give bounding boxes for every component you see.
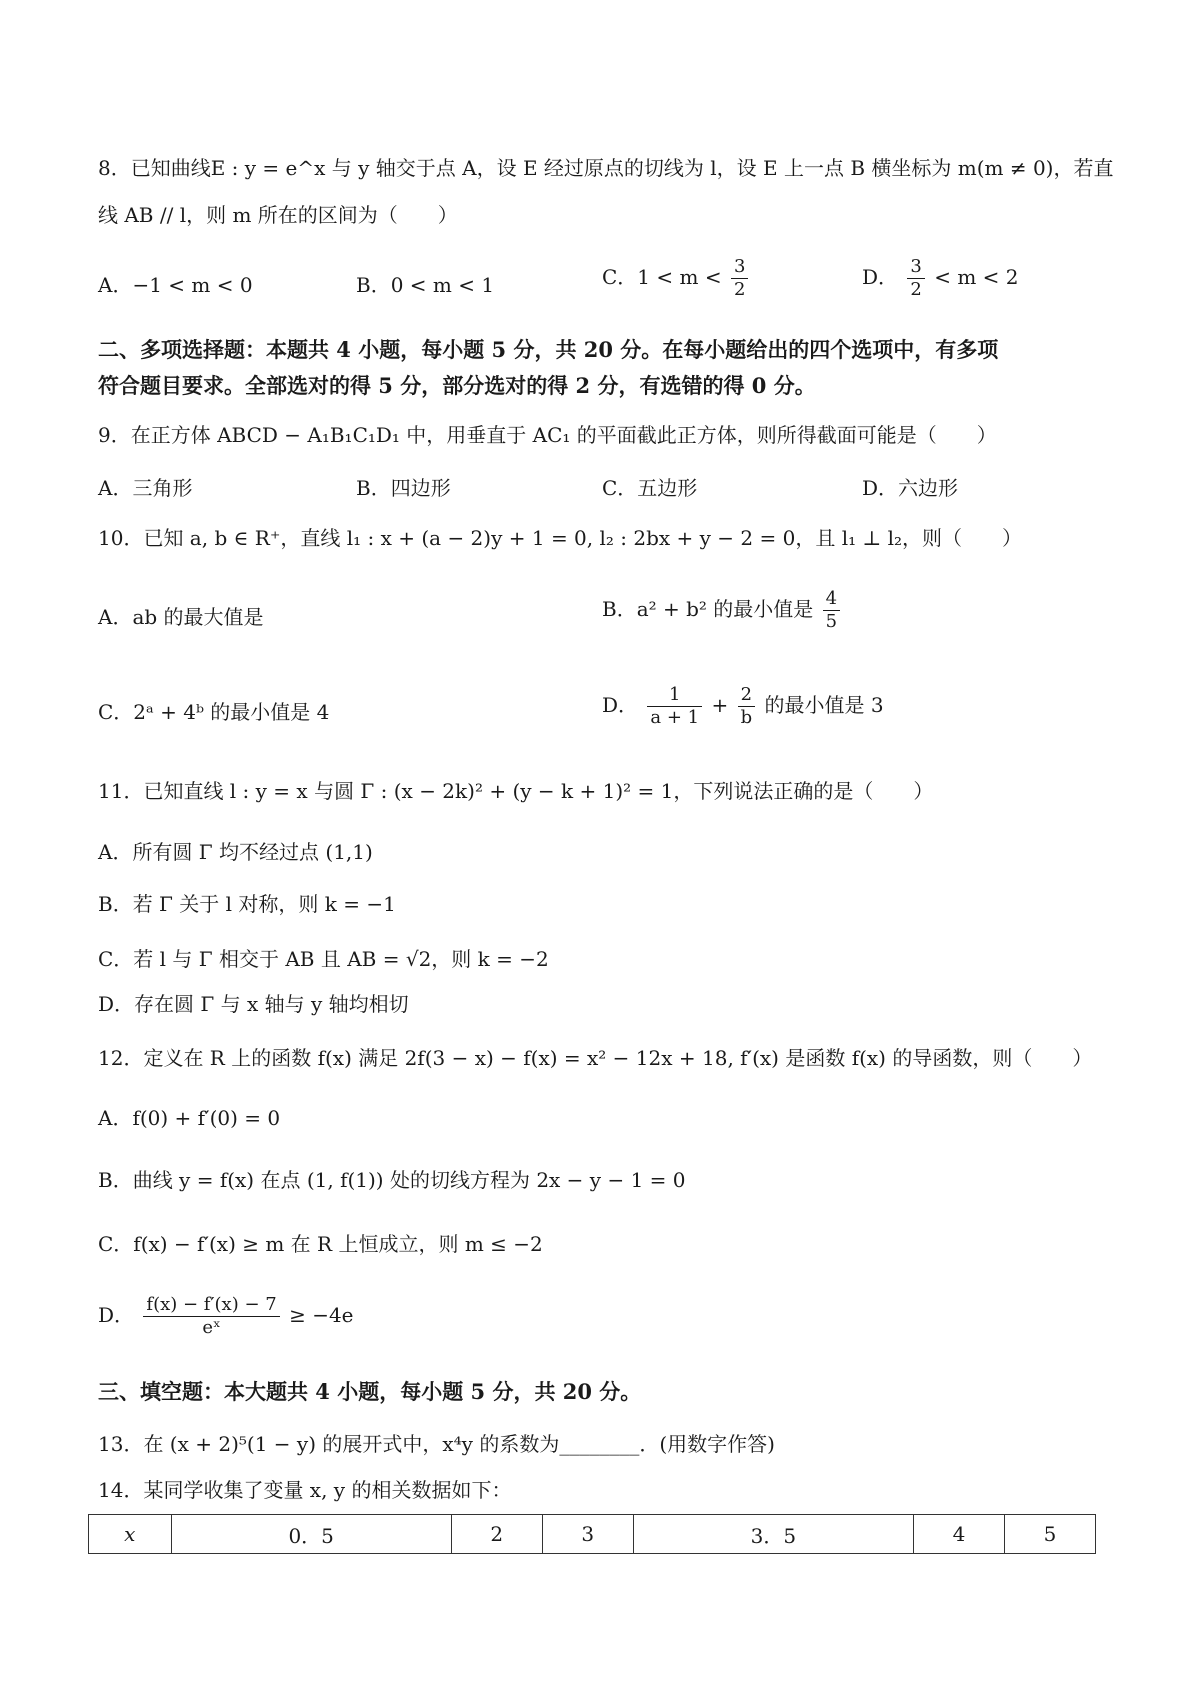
q12-option-d-suffix: ≥ −4e [289, 1303, 354, 1327]
table-cell: 5 [1004, 1515, 1095, 1554]
table-row [89, 1515, 1096, 1554]
table-cell: 4 [913, 1515, 1004, 1554]
fraction-numerator: 1 [647, 684, 702, 707]
q9-option-a: A．三角形 [98, 476, 193, 500]
q8-stem-line1: 8．已知曲线E : y = e^x 与 y 轴交于点 A，设 E 经过原点的切线为 l，设 E 上一点 B 横坐标为 m(m ≠ 0)，若直 [98, 156, 1114, 180]
q10-option-d-plus: + [711, 693, 729, 717]
fraction-numerator: f(x) − f′(x) − 7 [143, 1294, 279, 1317]
fraction-numerator: 3 [731, 256, 748, 279]
q12-option-d-fraction [143, 1294, 279, 1339]
q9-option-c: C．五边形 [602, 476, 698, 500]
q8-option-c-fraction [731, 256, 748, 301]
q9-option-d: D．六边形 [862, 476, 959, 500]
q10-option-b [602, 588, 843, 633]
fraction-numerator: 4 [823, 588, 840, 611]
q12-option-b: B．曲线 y = f(x) 在点 (1, f(1)) 处的切线方程为 2x − y − 1 = 0 [98, 1168, 686, 1192]
q10-option-b-prefix: B．a² + b² 的最小值是 [602, 597, 814, 621]
q8-option-d-fraction [907, 256, 924, 301]
q11-option-d: D．存在圆 Γ 与 x 轴与 y 轴均相切 [98, 992, 409, 1016]
q8-option-a: A．−1 < m < 0 [98, 273, 253, 297]
q10-option-a: A．ab 的最大值是 [98, 605, 264, 629]
fraction-denominator: a + 1 [650, 707, 700, 728]
q9-option-b: B．四边形 [356, 476, 451, 500]
q10-stem: 10．已知 a, b ∈ R⁺，直线 l₁ : x + (a − 2)y + 1 = 0, l₂ : 2bx + y − 2 = 0，且 l₁ ⊥ l₂，则（ ） [98, 526, 1023, 550]
q11-stem: 11．已知直线 l : y = x 与圆 Γ : (x − 2k)² + (y − k + 1)² = 1，下列说法正确的是（ ） [98, 779, 934, 803]
q9-stem: 9．在正方体 ABCD − A₁B₁C₁D₁ 中，用垂直于 AC₁ 的平面截此正方体，则所得截面可能是（ ） [98, 423, 997, 447]
table-cell: 2 [451, 1515, 542, 1554]
fraction-denominator: 5 [825, 611, 838, 632]
q10-option-c: C．2ᵃ + 4ᵇ 的最小值是 4 [98, 700, 330, 724]
q14-data-table [88, 1514, 1096, 1554]
q10-option-b-fraction [823, 588, 840, 633]
q12-option-d [98, 1294, 354, 1339]
q8-option-d-suffix: < m < 2 [934, 265, 1019, 289]
table-cell: 0．5 [171, 1515, 451, 1554]
q10-option-d-fraction-2 [738, 684, 756, 729]
fraction-denominator: eˣ [202, 1317, 221, 1338]
q11-option-b: B．若 Γ 关于 l 对称，则 k = −1 [98, 892, 396, 916]
q12-option-c: C．f(x) − f′(x) ≥ m 在 R 上恒成立，则 m ≤ −2 [98, 1232, 543, 1256]
q8-option-d-prefix: D． [862, 265, 899, 289]
table-cell: 3．5 [633, 1515, 913, 1554]
q10-option-d-prefix: D． [602, 693, 639, 717]
section3-heading: 三、填空题：本大题共 4 小题，每小题 5 分，共 20 分。 [98, 1379, 642, 1404]
q11-option-c: C．若 l 与 Γ 相交于 AB 且 AB = √2，则 k = −2 [98, 947, 549, 971]
q14-stem: 14．某同学收集了变量 x, y 的相关数据如下： [98, 1478, 512, 1502]
q10-option-d-suffix: 的最小值是 3 [764, 693, 884, 717]
fraction-denominator: 2 [910, 279, 922, 300]
fraction-numerator: 3 [907, 256, 924, 279]
q12-option-a: A．f(0) + f′(0) = 0 [98, 1106, 281, 1130]
section2-heading-line2: 符合题目要求。全部选对的得 5 分，部分选对的得 2 分，有选错的得 0 分。 [98, 373, 816, 398]
q8-option-b: B．0 < m < 1 [356, 273, 495, 297]
q10-option-d [602, 684, 884, 729]
fraction-denominator: 2 [733, 279, 746, 300]
q8-option-d [862, 256, 1019, 301]
q11-option-a: A．所有圆 Γ 均不经过点 (1,1) [98, 840, 373, 864]
q13-stem: 13．在 (x + 2)⁵(1 − y) 的展开式中，x⁴y 的系数为________．(用数字作答) [98, 1432, 775, 1456]
q12-stem: 12．定义在 R 上的函数 f(x) 满足 2f(3 − x) − f(x) = x² − 12x + 18, f′(x) 是函数 f(x) 的导函数，则（ ） [98, 1046, 1093, 1070]
q8-stem-line2: 线 AB // l，则 m 所在的区间为（ ） [98, 203, 458, 227]
q8-option-c-prefix: C．1 < m < [602, 265, 722, 289]
fraction-numerator: 2 [738, 684, 756, 707]
table-cell: x [89, 1515, 172, 1554]
q12-option-d-prefix: D． [98, 1303, 135, 1327]
q8-option-c [602, 256, 751, 301]
section2-heading-line1: 二、多项选择题：本题共 4 小题，每小题 5 分，共 20 分。在每小题给出的四个选项中，有多项 [98, 337, 999, 362]
fraction-denominator: b [740, 707, 753, 728]
table-cell: 3 [542, 1515, 633, 1554]
q10-option-d-fraction-1 [647, 684, 702, 729]
